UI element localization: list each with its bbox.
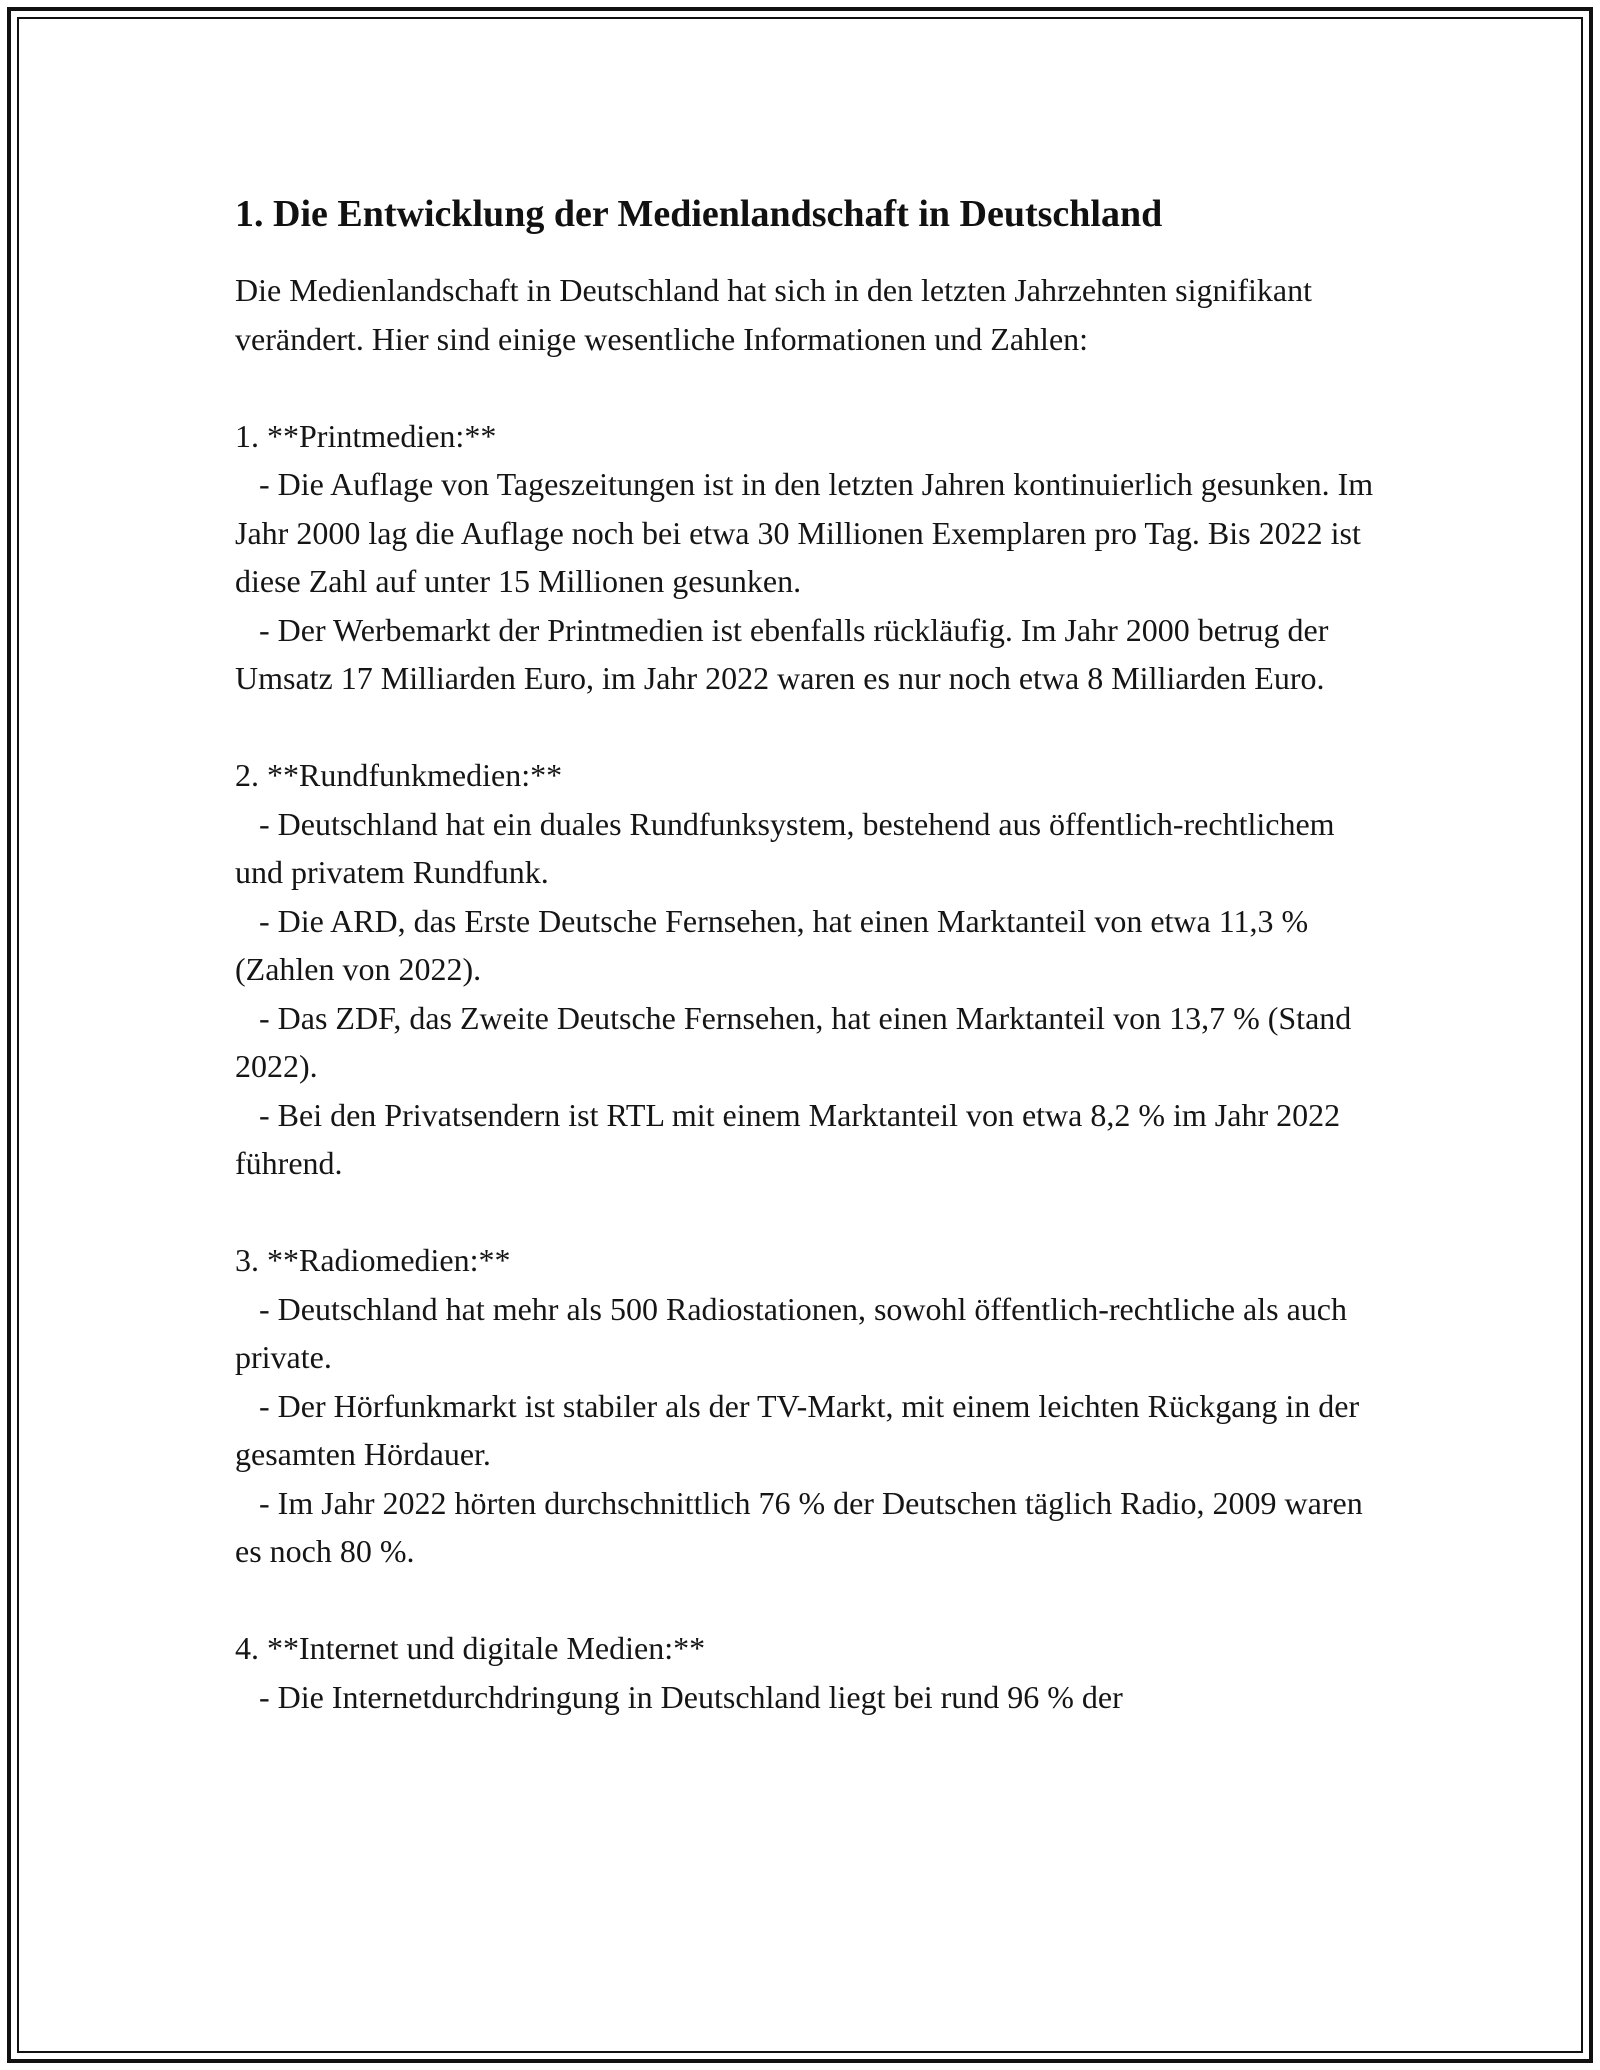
document-content (235, 182, 1375, 1721)
section-heading: 1. Die Entwicklung der Medienlandschaft in Deutschland (235, 193, 1163, 235)
body-text: Die Medienlandschaft in Deutschland hat sich in den letzten Jahrzehnten signifikant verändert. Hier sind einige wesentliche Informationen und Zahlen: 1. **Printmedien:** - Die Auflage von Tageszeitungen ist in den letzten Jahren kontinuierlich gesunken. Im Jahr 2000 lag die Auflage noch bei etwa 30 Millionen Exemplaren pro Tag. Bis 2022 ist diese Zahl auf unter 15 Millionen gesunken. - Der Werbemarkt der Printmedien ist ebenfalls rückläufig. Im Jahr 2000 betrug der Umsatz 17 Milliarden Euro, im Jahr 2022 waren es nur noch etwa 8 Milliarden Euro. 2. **Rundfunkmedien:** - Deutschland hat ein duales Rundfunksystem, bestehend aus öffentlich-rechtlichem und privatem Rundfunk. - Die ARD, das Erste Deutsche Fernsehen, hat einen Marktanteil von etwa 11,3 % (Zahlen von 2022). - Das ZDF, das Zweite Deutsche Fernsehen, hat einen Marktanteil von 13,7 % (Stand 2022). - Bei den Privatsendern ist RTL mit einem Marktanteil von etwa 8,2 % im Jahr 2022 führend. 3. **Radiomedien:** - Deutschland hat mehr als 500 Radiostationen, sowohl öffentlich-rechtliche als auch private. - Der Hörfunkmarkt ist stabiler als der TV-Markt, mit einem leichten Rückgang in der gesamten Hördauer. - Im Jahr 2022 hörten durchschnittlich 76 % der Deutschen täglich Radio, 2009 waren es noch 80 %. 4. **Internet und digitale Medien:** - Die Internetdurchdringung in Deutschland liegt bei rund 96 % der (235, 272, 1374, 1715)
